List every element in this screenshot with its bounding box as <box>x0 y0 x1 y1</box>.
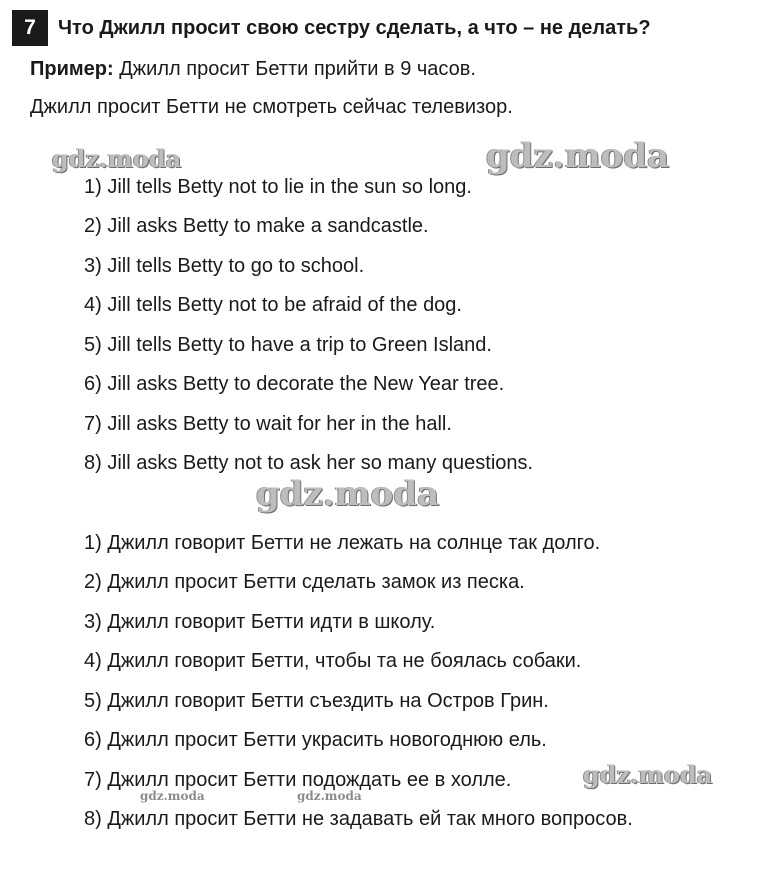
task-title: Что Джилл просит свою сестру сделать, а что – не делать? <box>58 16 651 39</box>
english-item: 7) Jill asks Betty to wait for her in the hall. <box>84 413 452 435</box>
english-item: 4) Jill tells Betty not to be afraid of the dog. <box>84 294 462 316</box>
watermark: gdz.moda <box>140 789 205 803</box>
russian-item: 6) Джилл просит Бетти украсить новогоднюю ель. <box>84 729 547 751</box>
watermark: gdz.moda <box>486 136 670 176</box>
english-item: 8) Jill asks Betty not to ask her so many questions. <box>84 452 534 474</box>
english-item: 1) Jill tells Betty not to lie in the sun so long. <box>84 176 472 198</box>
english-item: 5) Jill tells Betty to have a trip to Green Island. <box>84 334 492 356</box>
russian-item: 4) Джилл говорит Бетти, чтобы та не боялась собаки. <box>84 650 582 672</box>
example-line-2: Джилл просит Бетти не смотреть сейчас телевизор. <box>30 96 513 118</box>
english-item: 2) Jill asks Betty to make a sandcastle. <box>84 215 429 237</box>
example-line <box>30 58 476 81</box>
russian-item: 5) Джилл говорит Бетти съездить на Остров Грин. <box>84 690 549 712</box>
watermark: gdz.moda <box>52 144 182 173</box>
russian-item: 8) Джилл просит Бетти не задавать ей так много вопросов. <box>84 808 633 830</box>
task-header <box>12 10 651 46</box>
russian-item: 3) Джилл говорит Бетти идти в школу. <box>84 611 436 633</box>
example-text: Джилл просит Бетти прийти в 9 часов. <box>113 58 476 80</box>
example-label: Пример: <box>30 58 114 80</box>
russian-item: 2) Джилл просит Бетти сделать замок из песка. <box>84 571 525 593</box>
russian-item: 1) Джилл говорит Бетти не лежать на солнце так долго. <box>84 532 601 554</box>
task-number-badge: 7 <box>12 10 48 46</box>
watermark: gdz.moda <box>256 474 440 514</box>
watermark: gdz.moda <box>297 789 362 803</box>
english-item: 3) Jill tells Betty to go to school. <box>84 255 365 277</box>
english-item: 6) Jill asks Betty to decorate the New Year tree. <box>84 373 505 395</box>
russian-item: 7) Джилл просит Бетти подождать ее в холле. <box>84 769 512 791</box>
watermark: gdz.moda <box>583 760 713 789</box>
